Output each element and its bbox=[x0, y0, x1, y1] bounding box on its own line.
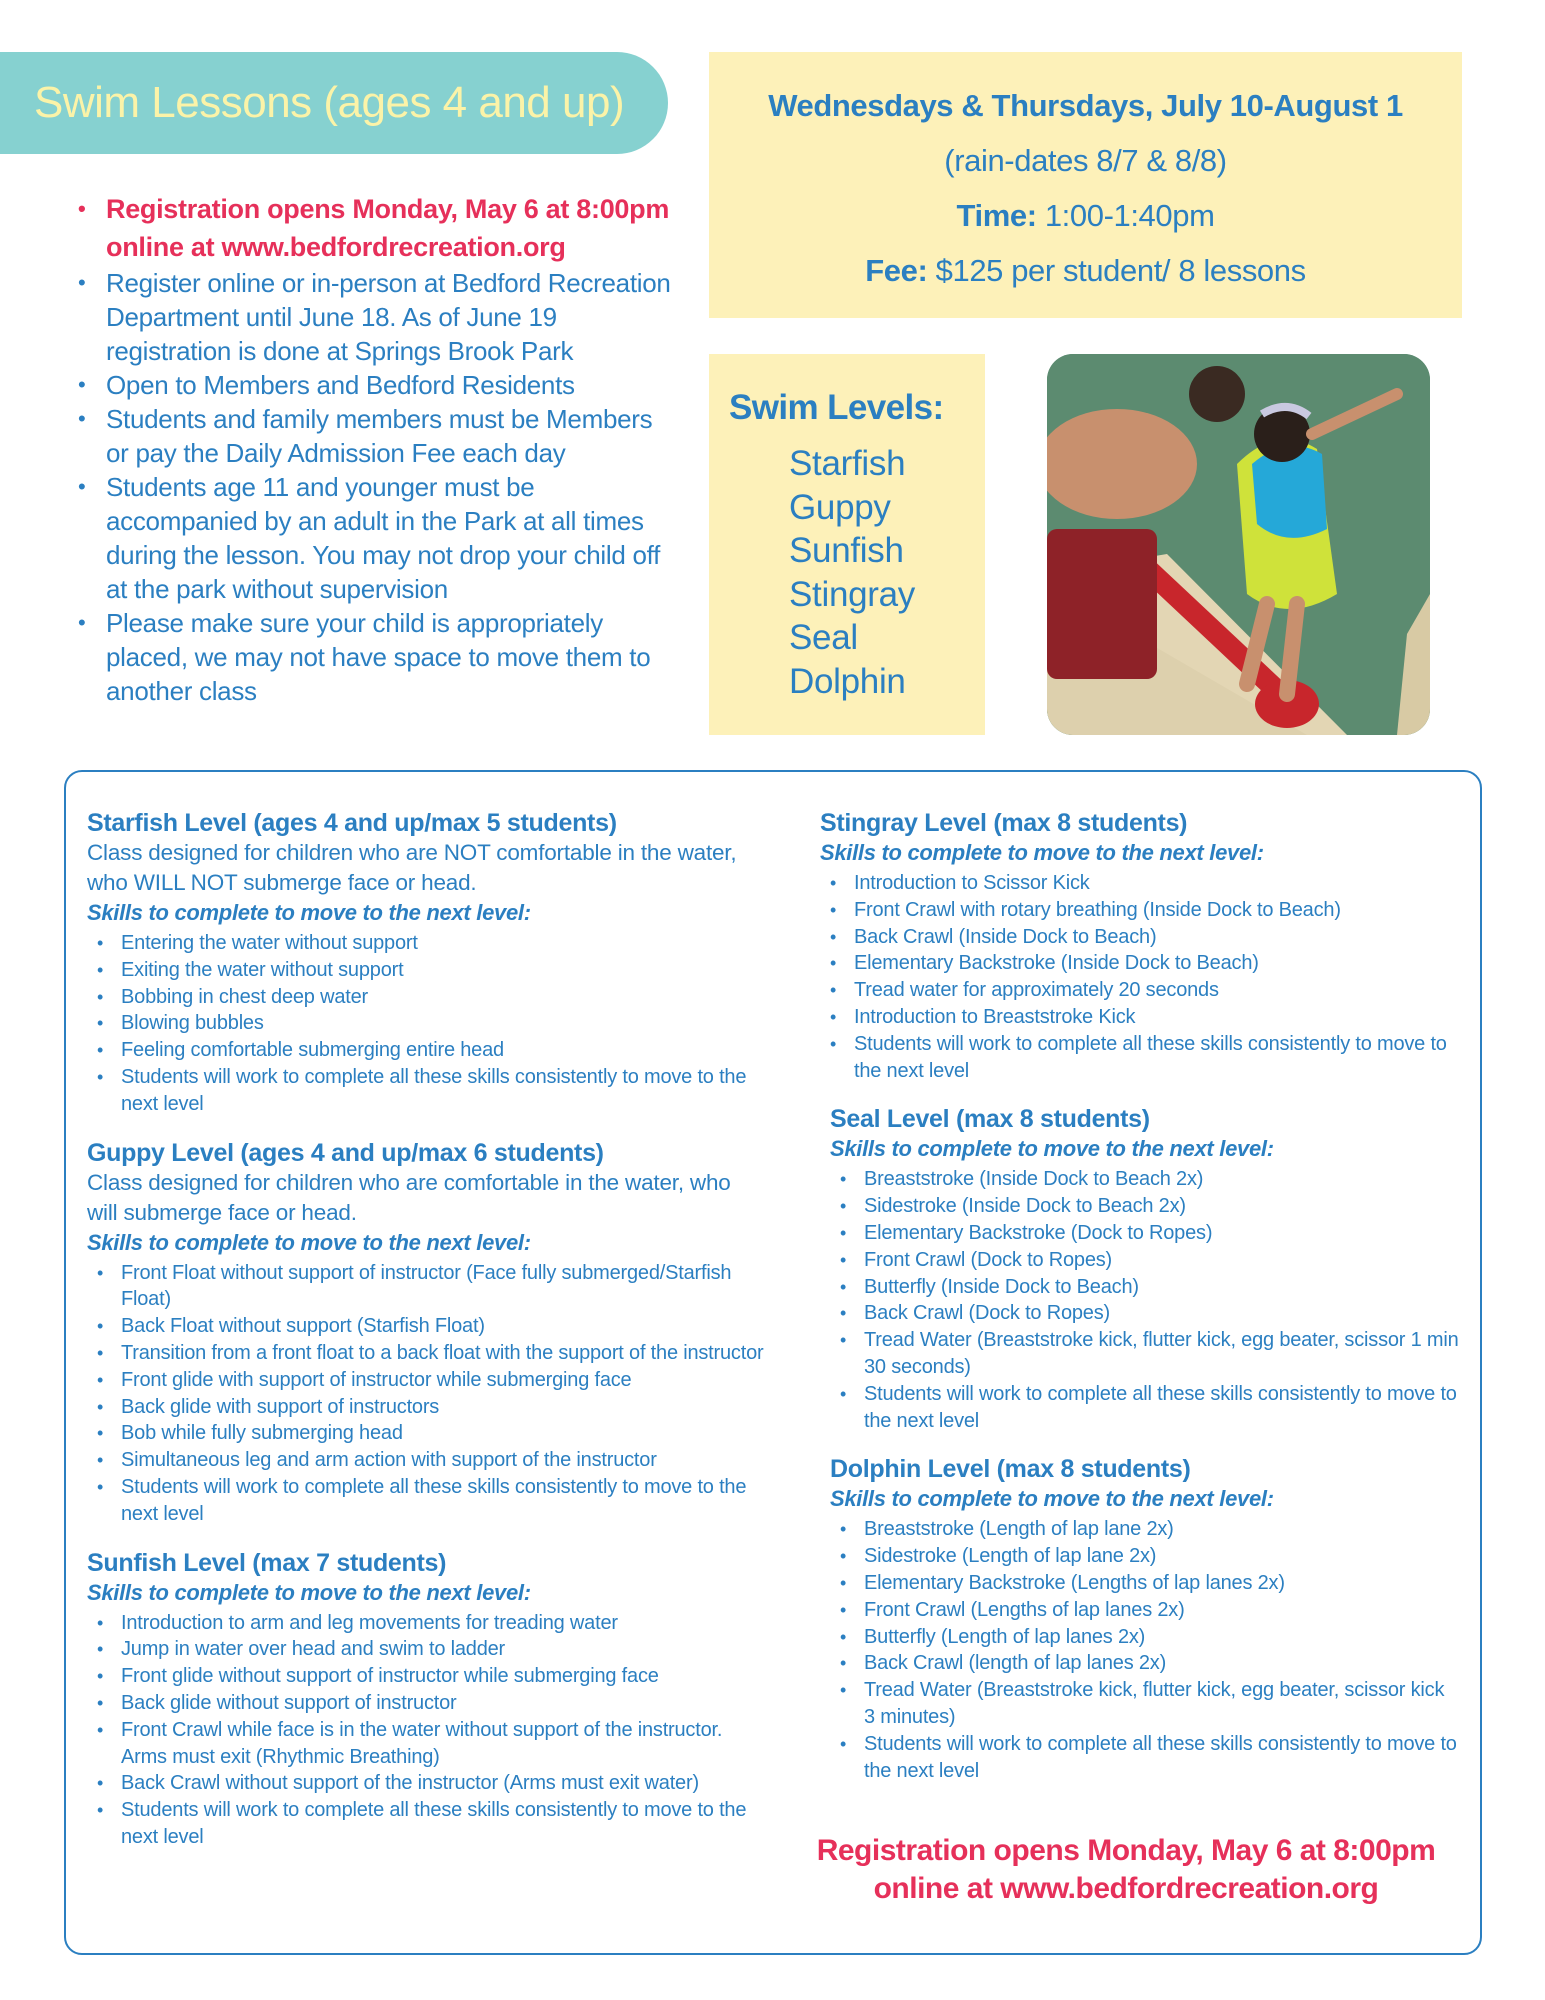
time-label: Time: bbox=[956, 198, 1037, 233]
skills-label: Skills to complete to move to the next level: bbox=[87, 1229, 531, 1255]
skill-item: • Butterfly (Inside Dock to Beach) bbox=[830, 1274, 1460, 1301]
skills-label: Skills to complete to move to the next level: bbox=[820, 840, 1264, 865]
skill-item: • Back Crawl (Inside Dock to Beach) bbox=[820, 924, 1460, 951]
skills-list bbox=[87, 1260, 767, 1528]
level-title: Starfish Level (ages 4 and up/max 5 students) bbox=[87, 809, 617, 837]
levels-column-left bbox=[87, 808, 767, 1871]
swim-level-name: Seal bbox=[789, 618, 858, 657]
skill-item: • Tread Water (Breaststroke kick, flutter kick, egg beater, scissor 1 min 30 seconds) bbox=[830, 1327, 1460, 1381]
level-title: Sunfish Level (max 7 students) bbox=[87, 1548, 447, 1577]
levels-detail-panel bbox=[64, 770, 1482, 1955]
level-description: Class designed for children who are NOT comfortable in the water, who WILL NOT submerge face or head. bbox=[87, 840, 737, 895]
skill-item: • Front Crawl (Dock to Ropes) bbox=[830, 1247, 1460, 1274]
skill-item: • Back Crawl (Dock to Ropes) bbox=[830, 1300, 1460, 1327]
skills-label: Skills to complete to move to the next level: bbox=[830, 1486, 1274, 1512]
skills-list bbox=[87, 1610, 767, 1851]
swim-level-name: Sunfish bbox=[789, 531, 904, 570]
skill-item: • Elementary Backstroke (Dock to Ropes) bbox=[830, 1220, 1460, 1247]
skills-label: Skills to complete to move to the next level: bbox=[87, 900, 531, 925]
swim-levels-heading: Swim Levels: bbox=[729, 388, 944, 427]
skill-item: • Breaststroke (Inside Dock to Beach 2x) bbox=[830, 1166, 1460, 1193]
swim-level-name: Guppy bbox=[789, 487, 891, 527]
swim-lesson-photo bbox=[1047, 354, 1430, 735]
skill-item: • Breaststroke (Length of lap lane 2x) bbox=[830, 1516, 1460, 1543]
level-title: Dolphin Level (max 8 students) bbox=[830, 1455, 1191, 1484]
levels-column-right bbox=[820, 808, 1460, 1804]
page-title: Swim Lessons (ages 4 and up) bbox=[34, 78, 625, 127]
level-title: Guppy Level (ages 4 and up/max 6 students) bbox=[87, 1138, 604, 1167]
skill-item: • Exiting the water without support bbox=[87, 957, 767, 984]
skill-item: • Students will work to complete all these skills consistently to move to the next level bbox=[830, 1381, 1460, 1435]
intro-item: • Open to Members and Bedford Residents bbox=[78, 368, 678, 402]
intro-item: • Please make sure your child is appropriately placed, we may not have space to move them to another class bbox=[78, 606, 678, 708]
skill-item: • Butterfly (Length of lap lanes 2x) bbox=[830, 1624, 1460, 1651]
swim-levels-list bbox=[729, 442, 985, 703]
swim-levels-box bbox=[709, 354, 985, 735]
swim-level-name: Starfish bbox=[789, 444, 906, 483]
skill-item: • Front Crawl (Lengths of lap lanes 2x) bbox=[830, 1597, 1460, 1624]
level-description: Class designed for children who are comfortable in the water, who will submerge face or head. bbox=[87, 1169, 731, 1225]
fee-label: Fee: bbox=[865, 253, 928, 288]
swim-level-name: Dolphin bbox=[789, 661, 906, 701]
fee-value: $125 per student/ 8 lessons bbox=[927, 253, 1306, 288]
skill-item: • Students will work to complete all these skills consistently to move to the next level bbox=[820, 1031, 1460, 1085]
skill-item: • Back glide without support of instructor bbox=[87, 1690, 767, 1717]
schedule-days: Wednesdays & Thursdays, July 10-August 1 bbox=[768, 88, 1403, 123]
skill-item: • Blowing bubbles bbox=[87, 1010, 767, 1037]
skill-item: • Elementary Backstroke (Inside Dock to Beach) bbox=[820, 950, 1460, 977]
skill-item: • Bob while fully submerging head bbox=[87, 1420, 767, 1447]
intro-item: • Students and family members must be Members or pay the Daily Admission Fee each day bbox=[78, 402, 678, 470]
skill-item: • Introduction to Breaststroke Kick bbox=[820, 1004, 1460, 1031]
skills-list bbox=[830, 1166, 1460, 1434]
skill-item: • Bobbing in chest deep water bbox=[87, 984, 767, 1011]
skill-item: • Front glide with support of instructor while submerging face bbox=[87, 1367, 767, 1394]
skill-item: • Front Crawl with rotary breathing (Inside Dock to Beach) bbox=[820, 897, 1460, 924]
skills-list bbox=[87, 930, 767, 1118]
intro-item: • Register online or in-person at Bedford Recreation Department until June 18. As of June 19 registration is done at Springs Brook Park bbox=[78, 266, 678, 368]
skill-item: • Jump in water over head and swim to ladder bbox=[87, 1636, 767, 1663]
skill-item: • Students will work to complete all these skills consistently to move to the next level bbox=[87, 1474, 767, 1528]
level-dolphin bbox=[820, 1454, 1460, 1784]
level-title: Stingray Level (max 8 students) bbox=[820, 809, 1188, 837]
skill-item: • Back Float without support (Starfish Float) bbox=[87, 1313, 767, 1340]
intro-list bbox=[78, 190, 678, 708]
cta-line-1: Registration opens Monday, May 6 at 8:00pm bbox=[816, 1834, 1436, 1867]
title-banner bbox=[0, 52, 668, 154]
skill-item: • Introduction to Scissor Kick bbox=[820, 870, 1460, 897]
skills-label: Skills to complete to move to the next level: bbox=[830, 1136, 1274, 1162]
level-guppy bbox=[87, 1138, 767, 1528]
time-value: 1:00-1:40pm bbox=[1036, 198, 1215, 233]
schedule-time bbox=[709, 188, 1462, 243]
schedule-rain-dates: (rain-dates 8/7 & 8/8) bbox=[944, 143, 1227, 178]
skill-item: • Tread Water (Breaststroke kick, flutter kick, egg beater, scissor kick 3 minutes) bbox=[830, 1677, 1460, 1731]
schedule-box bbox=[709, 52, 1462, 318]
swim-level-name: Stingray bbox=[789, 574, 915, 614]
level-seal bbox=[820, 1104, 1460, 1434]
skill-item: • Students will work to complete all these skills consistently to move to the next level bbox=[87, 1064, 767, 1118]
skill-item: • Front glide without support of instructor while submerging face bbox=[87, 1663, 767, 1690]
photo-illustration-icon bbox=[1047, 354, 1430, 735]
skill-item: • Entering the water without support bbox=[87, 930, 767, 957]
level-stingray bbox=[820, 808, 1460, 1084]
skill-item: • Simultaneous leg and arm action with support of the instructor bbox=[87, 1447, 767, 1474]
skill-item: • Back glide with support of instructors bbox=[87, 1394, 767, 1421]
skill-item: • Feeling comfortable submerging entire head bbox=[87, 1037, 767, 1064]
schedule-fee bbox=[709, 243, 1462, 298]
skill-item: • Front Float without support of instructor (Face fully submerged/Starfish Float) bbox=[87, 1260, 767, 1314]
registration-notice: • Registration opens Monday, May 6 at 8:00pm online at www.bedfordrecreation.org bbox=[78, 190, 678, 266]
registration-cta bbox=[776, 1832, 1476, 1908]
skill-item: • Sidestroke (Length of lap lane 2x) bbox=[830, 1543, 1460, 1570]
skills-list bbox=[830, 1516, 1460, 1784]
skill-item: • Transition from a front float to a back float with the support of the instructor bbox=[87, 1340, 767, 1367]
cta-line-2: online at www.bedfordrecreation.org bbox=[873, 1872, 1379, 1905]
skill-item: • Tread water for approximately 20 seconds bbox=[820, 977, 1460, 1004]
skill-item: • Introduction to arm and leg movements for treading water bbox=[87, 1610, 767, 1637]
skill-item: • Front Crawl while face is in the water without support of the instructor. Arms must exit (Rhythmic Breathing) bbox=[87, 1717, 767, 1771]
skills-list bbox=[820, 870, 1460, 1084]
skill-item: • Back Crawl without support of the instructor (Arms must exit water) bbox=[87, 1770, 767, 1797]
skill-item: • Back Crawl (length of lap lanes 2x) bbox=[830, 1650, 1460, 1677]
intro-item: • Students age 11 and younger must be accompanied by an adult in the Park at all times during the lesson. You may not drop your child off at the park without supervision bbox=[78, 470, 678, 606]
level-title: Seal Level (max 8 students) bbox=[830, 1105, 1150, 1134]
level-sunfish bbox=[87, 1548, 767, 1851]
skills-label: Skills to complete to move to the next level: bbox=[87, 1579, 531, 1605]
skill-item: • Students will work to complete all these skills consistently to move to the next level bbox=[87, 1797, 767, 1851]
skill-item: • Sidestroke (Inside Dock to Beach 2x) bbox=[830, 1193, 1460, 1220]
skill-item: • Elementary Backstroke (Lengths of lap lanes 2x) bbox=[830, 1570, 1460, 1597]
skill-item: • Students will work to complete all these skills consistently to move to the next level bbox=[830, 1731, 1460, 1785]
level-starfish bbox=[87, 808, 767, 1118]
